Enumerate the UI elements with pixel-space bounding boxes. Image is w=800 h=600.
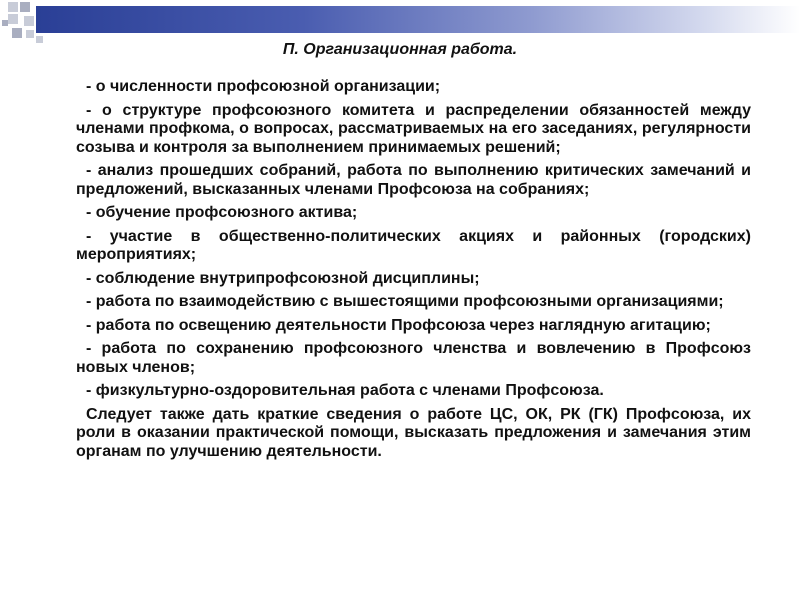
list-item: - работа по взаимодействию с вышестоящими профсоюзными организациями; <box>86 293 724 310</box>
list-item: - работа по освещению деятельности Профсоюза через наглядную агитацию; <box>86 316 711 334</box>
header-gradient-band <box>36 6 800 33</box>
list-item: - о структуре профсоюзного комитета и распределении обязанностей между членами профкома, о вопросах, рассматриваемых на его заседаниях, регулярности созыва и контроля за выполнением принимаемых решений; <box>76 101 751 156</box>
closing-paragraph: Следует также дать краткие сведения о работе ЦС, ОК, РК (ГК) Профсоюза, их роли в оказании практической помощи, высказать предложения и замечания этим органам по улучшению деятельности. <box>76 405 751 460</box>
list-item: - анализ прошедших собраний, работа по выполнению критических замечаний и предложений, высказанных членами Профсоюза на собраниях; <box>76 162 751 198</box>
list-item: - физкультурно-оздоровительная работа с членами Профсоюза. <box>86 382 604 399</box>
list-item: - соблюдение внутрипрофсоюзной дисциплины; <box>86 269 480 287</box>
list-item: - работа по сохранению профсоюзного членства и вовлечению в Профсоюз новых членов; <box>76 340 751 376</box>
slide-title: П. Организационная работа. <box>282 41 518 58</box>
list-item: - участие в общественно-политических акциях и районных (городских) мероприятиях; <box>76 227 751 263</box>
content-body <box>76 78 751 461</box>
list-item: - о численности профсоюзной организации; <box>86 78 441 95</box>
list-item: - обучение профсоюзного актива; <box>86 204 358 221</box>
